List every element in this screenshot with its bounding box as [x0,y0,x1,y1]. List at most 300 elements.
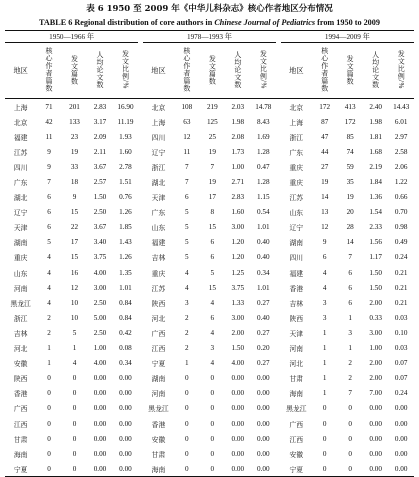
value-cell: 0 [72,389,77,398]
value-cell: 0.47 [257,162,270,171]
region-cell: 湖南 [289,239,304,248]
region-cell: 陕西 [13,375,28,384]
value-cell: 2.03 [231,102,245,111]
value-cell: 1.35 [119,268,132,277]
region-cell: 江西 [289,435,304,444]
value-cell: 0.00 [363,461,388,477]
value-cell: 2 [348,374,352,383]
value-cell: 4 [47,283,51,292]
value-cell: 4 [47,268,51,277]
value-cell: 47 [321,132,329,141]
region-cell: 广西 [151,329,166,338]
value-cell: 9 [47,147,51,156]
value-cell: 0.00 [93,374,107,383]
value-cell: 7.00 [369,389,382,398]
value-cell: 17 [208,193,216,202]
region-cell: 宁夏 [5,461,36,477]
value-cell: 4 [72,359,77,368]
table-row [5,416,414,431]
region-cell: 河南 [13,284,28,293]
value-cell: 2.83 [93,102,107,111]
title-en-suffix: from 1950 to 2009 [315,18,380,27]
value-cell: 2.06 [394,162,408,171]
value-cell: 18 [70,178,79,187]
value-cell: 6 [210,313,215,322]
value-cell: 0.00 [394,449,408,458]
column-header-row [5,43,414,99]
value-cell: 0 [348,449,352,458]
value-cell: 42 [45,117,53,126]
value-cell: 2.00 [369,298,382,307]
value-cell: 4 [47,298,51,307]
value-cell: 0.00 [231,449,245,458]
table-row [5,401,414,416]
value-cell: 1.17 [369,253,382,262]
value-cell: 0.24 [394,253,408,262]
value-cell: 1 [322,344,327,353]
column-header-label: 发文比例/% [121,50,130,89]
value-cell: 0.66 [394,193,408,202]
table-row [5,265,414,280]
value-cell: 4 [185,283,189,292]
region-cell: 四川 [151,133,166,142]
region-cell: 香港 [151,420,166,429]
value-cell: 0 [322,419,327,428]
value-cell: 0.00 [113,461,139,477]
value-cell: 25 [208,132,216,141]
value-cell: 0.20 [257,344,270,353]
value-cell: 0.00 [369,404,382,413]
value-cell: 0 [47,419,51,428]
value-cell: 8.43 [257,117,270,126]
region-cell: 山东 [13,269,28,278]
value-cell: 0 [185,374,189,383]
region-cell: 浙江 [13,314,28,323]
value-cell: 10 [70,298,79,307]
region-cell: 吉林 [13,329,28,338]
value-cell: 1 [322,374,327,383]
region-cell: 福建 [151,239,166,248]
value-cell: 1.43 [119,238,132,247]
region-cell: 江西 [151,345,166,354]
table-row [5,295,414,310]
region-cell: 重庆 [289,163,304,172]
table-row [5,250,414,265]
value-cell: 0.00 [119,419,132,428]
value-cell: 0 [210,389,215,398]
value-cell: 0 [348,404,352,413]
value-cell: 1.73 [231,147,245,156]
region-cell: 海南 [13,450,28,459]
value-cell: 3.00 [369,328,382,337]
value-cell: 0.00 [369,449,382,458]
value-cell: 11 [183,147,191,156]
table-row [5,144,414,159]
column-header-label: 发文篇数 [208,54,217,85]
value-cell: 0.21 [394,283,408,292]
value-cell: 2 [185,344,189,353]
region-cell: 陕西 [151,299,166,308]
value-cell: 172 [319,102,331,111]
value-cell: 19 [208,147,216,156]
region-cell: 海南 [143,461,174,477]
value-cell: 7 [210,162,215,171]
value-cell: 0.00 [388,461,414,477]
value-cell: 15 [70,208,79,217]
value-cell: 2.83 [231,193,245,202]
table-row [5,280,414,295]
value-cell: 1.50 [369,268,382,277]
column-header-label: 核心作者篇数 [45,47,53,92]
value-cell: 0 [348,434,352,443]
region-cell: 江苏 [151,284,166,293]
value-cell: 0.40 [257,313,270,322]
value-cell: 6.01 [394,117,408,126]
region-cell: 黑龙江 [10,299,31,308]
region-cell: 宁夏 [151,360,166,369]
table-row [5,386,414,401]
region-cell: 陕西 [289,314,304,323]
region-cell: 北京 [13,118,28,127]
value-cell: 71 [45,102,53,111]
region-cell: 北京 [289,103,304,112]
value-cell: 6 [348,268,352,277]
value-cell: 1 [185,359,189,368]
value-cell: 85 [346,132,354,141]
value-cell: 0.40 [257,238,270,247]
table-body [5,99,414,477]
value-cell: 0.33 [369,313,382,322]
value-cell: 15 [208,283,216,292]
value-cell: 0.00 [257,449,270,458]
value-cell: 1.01 [257,223,270,232]
region-cell: 福建 [289,269,304,278]
value-cell: 0.24 [394,389,408,398]
value-cell: 2.33 [369,223,382,232]
region-cell: 天津 [151,194,166,203]
value-cell: 6 [47,193,51,202]
value-cell: 4.00 [231,359,245,368]
table-title-chinese: 表 6 1950 至 2009 年《中华儿科杂志》核心作者地区分布情况 [86,4,333,14]
column-header-label: 核心作者篇数 [182,47,191,92]
title-en-prefix: TABLE 6 Regional distribution of core authors in [39,18,215,27]
value-cell: 17 [70,238,79,247]
value-cell: 1.56 [369,238,382,247]
value-cell: 0 [200,461,225,477]
value-cell: 3 [348,328,352,337]
column-header [113,43,139,99]
value-cell: 0.00 [394,404,408,413]
region-cell: 甘肃 [289,375,304,384]
value-cell: 14 [346,238,354,247]
value-cell: 13 [321,208,329,217]
value-cell: 0.27 [257,328,270,337]
value-cell: 0.00 [93,449,107,458]
column-header [312,43,337,99]
value-cell: 4.00 [93,359,107,368]
value-cell: 4 [322,283,327,292]
region-cell: 重庆 [289,179,304,188]
region-cell: 宁夏 [281,461,312,477]
value-cell: 0.00 [231,419,245,428]
value-cell: 2.50 [93,298,107,307]
value-cell: 201 [69,102,80,111]
value-cell: 0 [185,389,189,398]
value-cell: 5 [72,328,77,337]
value-cell: 3.67 [93,223,107,232]
column-header [363,43,388,99]
region-cell: 河北 [289,360,304,369]
column-header [225,43,250,99]
value-cell: 0.98 [394,223,408,232]
value-cell: 11 [45,132,53,141]
value-cell: 6 [210,253,215,262]
value-cell: 5 [185,238,189,247]
value-cell: 3.40 [93,238,107,247]
column-header-region [5,43,36,99]
value-cell: 0.49 [394,238,408,247]
value-cell: 2.00 [231,328,245,337]
region-cell: 湖北 [151,179,166,188]
value-cell: 1 [47,359,51,368]
value-cell: 7 [348,389,352,398]
value-cell: 1.01 [119,283,132,292]
value-cell: 0.07 [394,359,408,368]
period-label: 1950—1966 年 [5,31,138,43]
region-cell: 山东 [151,224,166,233]
column-header-label: 发文比例/% [397,50,406,89]
value-cell: 1.26 [119,253,132,262]
column-header-label: 发文篇数 [346,54,355,85]
value-cell: 0.07 [394,374,408,383]
column-header-label: 核心作者篇数 [320,47,329,92]
value-cell: 7 [47,178,51,187]
period-label: 1978—1993 年 [143,31,276,43]
value-cell: 1.15 [257,193,270,202]
value-cell: 0.00 [231,389,245,398]
region-cell: 天津 [13,224,28,233]
region-cell: 辽宁 [289,224,304,233]
value-cell: 0.00 [119,404,132,413]
column-header-region [143,43,174,99]
value-cell: 1.20 [231,253,245,262]
value-cell: 0 [72,419,77,428]
value-cell: 4 [210,328,215,337]
value-cell: 0.08 [119,344,132,353]
value-cell: 3.00 [93,283,107,292]
value-cell: 2.40 [369,102,382,111]
value-cell: 0.21 [394,298,408,307]
region-cell: 四川 [13,163,28,172]
value-cell: 14.78 [255,102,272,111]
region-cell: 广西 [289,420,304,429]
column-header-label: 人均论文数 [371,50,380,89]
column-header-label: 地区 [13,66,28,75]
value-cell: 6 [47,208,51,217]
value-cell: 5 [185,253,189,262]
value-cell: 0 [210,434,215,443]
value-cell: 2.11 [93,147,107,156]
value-cell: 11.19 [117,117,134,126]
value-cell: 1.51 [119,178,132,187]
value-cell: 4 [185,268,189,277]
value-cell: 3 [185,298,189,307]
table-row [5,114,414,129]
table-row [5,325,414,340]
value-cell: 0.10 [394,328,408,337]
region-cell: 安徽 [13,360,28,369]
value-cell: 1.54 [369,208,382,217]
value-cell: 0.00 [369,419,382,428]
value-cell: 1.25 [231,268,245,277]
value-cell: 3 [210,344,215,353]
value-cell: 0.00 [87,461,112,477]
value-cell: 3.75 [231,283,245,292]
table-row [5,190,414,205]
value-cell: 0.76 [119,193,132,202]
value-cell: 2.09 [93,132,107,141]
value-cell: 1.22 [394,178,408,187]
value-cell: 2.08 [231,132,245,141]
column-header [174,43,199,99]
value-cell: 74 [346,147,354,156]
value-cell: 0.00 [93,434,107,443]
value-cell: 0 [72,374,77,383]
region-distribution-table [5,30,414,477]
value-cell: 1.28 [257,147,270,156]
value-cell: 44 [321,147,329,156]
region-cell: 广西 [13,405,28,414]
region-cell: 山东 [289,209,304,218]
region-cell: 北京 [151,103,166,112]
value-cell: 0 [210,449,215,458]
value-cell: 0 [185,419,189,428]
region-cell: 香港 [13,390,28,399]
value-cell: 4 [210,359,215,368]
value-cell: 0 [312,461,337,477]
value-cell: 0.84 [119,298,132,307]
region-cell: 辽宁 [13,209,28,218]
region-cell: 上海 [151,118,166,127]
value-cell: 3.17 [93,117,107,126]
value-cell: 0 [348,419,352,428]
value-cell: 1 [348,344,352,353]
value-cell: 1 [72,344,77,353]
value-cell: 1 [322,389,327,398]
column-header-label: 人均论文数 [233,50,242,89]
value-cell: 1.60 [119,147,132,156]
value-cell: 6 [47,223,51,232]
value-cell: 1.20 [231,238,245,247]
value-cell: 0.70 [394,208,408,217]
region-cell: 广东 [289,148,304,157]
value-cell: 6 [348,298,352,307]
value-cell: 172 [344,117,356,126]
column-header [337,43,362,99]
value-cell: 1.81 [369,132,382,141]
value-cell: 7 [185,162,189,171]
value-cell: 0 [185,404,189,413]
region-cell: 吉林 [289,299,304,308]
value-cell: 12 [183,132,191,141]
value-cell: 0 [210,419,215,428]
value-cell: 2.00 [369,374,382,383]
value-cell: 1.93 [119,132,132,141]
value-cell: 20 [346,208,354,217]
value-cell: 59 [346,162,354,171]
value-cell: 1.36 [369,193,382,202]
value-cell: 0 [322,434,327,443]
value-cell: 3.00 [231,223,245,232]
region-cell: 甘肃 [151,450,166,459]
column-header [251,43,277,99]
region-cell: 海南 [289,390,304,399]
table-row [5,235,414,250]
value-cell: 0 [72,449,77,458]
value-cell: 7 [185,178,189,187]
value-cell: 9 [322,238,327,247]
value-cell: 1.69 [257,132,270,141]
region-cell: 上海 [289,118,304,127]
value-cell: 2 [47,313,51,322]
value-cell: 22 [70,223,79,232]
region-cell: 湖南 [13,239,28,248]
value-cell: 2 [185,328,189,337]
value-cell: 0.00 [231,374,245,383]
value-cell: 219 [206,102,218,111]
value-cell: 0.27 [257,298,270,307]
value-cell: 0.00 [257,374,270,383]
value-cell: 5 [185,223,189,232]
region-cell: 福建 [13,133,28,142]
column-header-label: 人均论文数 [95,50,104,89]
document [5,0,414,477]
value-cell: 0 [72,434,77,443]
value-cell: 0 [322,404,327,413]
value-cell: 1.50 [231,344,245,353]
value-cell: 0.00 [257,434,270,443]
value-cell: 0 [47,404,51,413]
value-cell: 0 [322,449,327,458]
value-cell: 10 [70,313,79,322]
value-cell: 0.40 [257,253,270,262]
table-row [5,431,414,446]
table-row [5,371,414,386]
region-cell: 江苏 [289,194,304,203]
value-cell: 87 [321,117,329,126]
column-header-label: 地区 [289,66,304,75]
value-cell: 6 [185,193,189,202]
value-cell: 0.21 [394,268,408,277]
value-cell: 1 [348,313,352,322]
value-cell: 16.90 [117,102,134,111]
value-cell: 0.34 [119,359,132,368]
value-cell: 28 [346,223,354,232]
value-cell: 1.33 [231,298,245,307]
table-row [5,159,414,174]
value-cell: 1.01 [257,283,270,292]
value-cell: 0 [185,449,189,458]
region-cell: 河北 [13,345,28,354]
value-cell: 0.00 [257,404,270,413]
region-cell: 广东 [151,209,166,218]
value-cell: 0 [210,404,215,413]
value-cell: 3.00 [231,313,245,322]
value-cell: 5 [185,208,189,217]
value-cell: 2 [185,313,189,322]
region-cell: 江苏 [13,148,28,157]
value-cell: 2 [47,328,51,337]
